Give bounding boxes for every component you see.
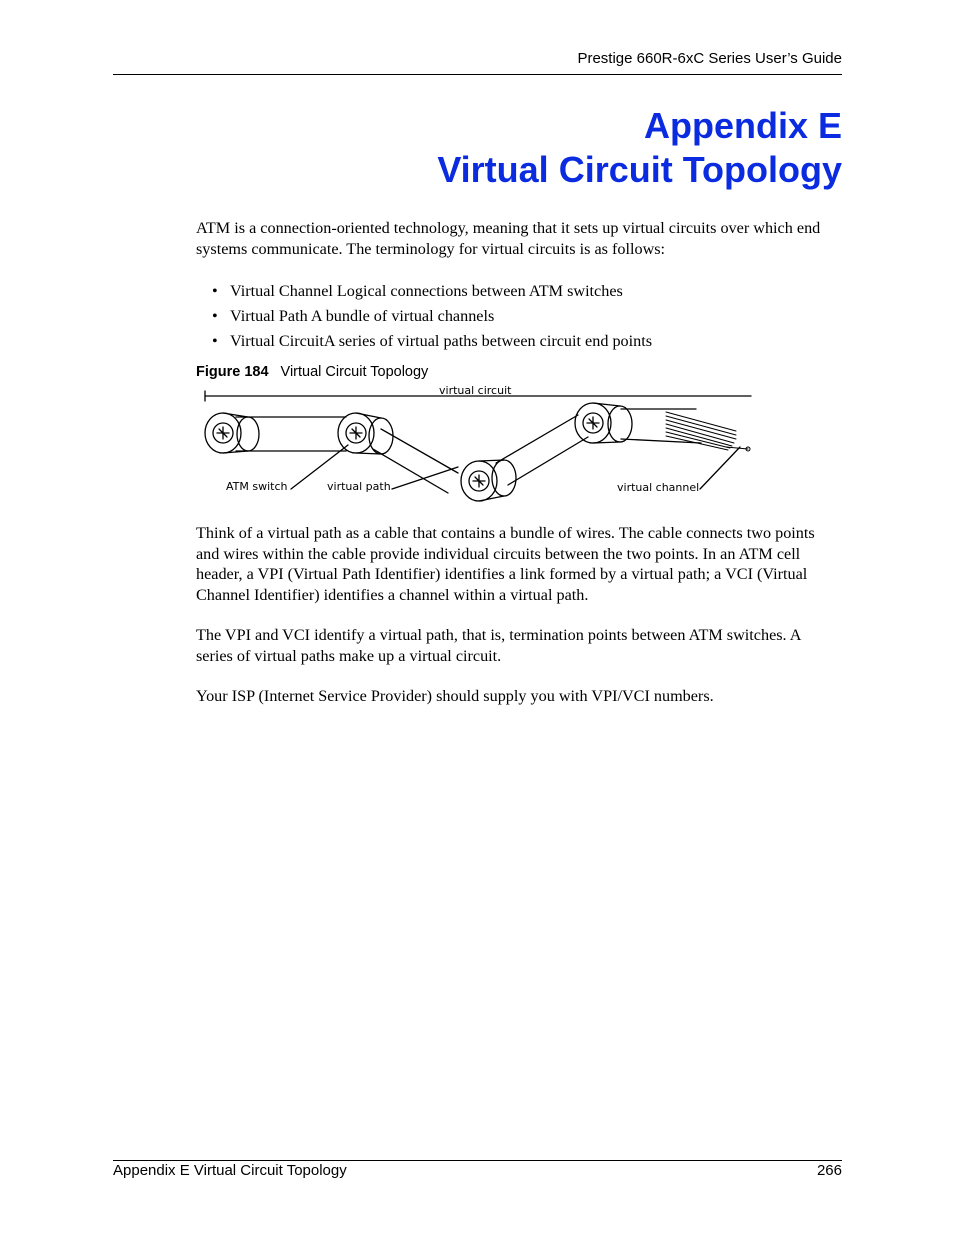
virtual-channel-leader-line xyxy=(700,447,740,489)
atm-switch-2 xyxy=(338,413,393,454)
virtual-circuit-diagram xyxy=(196,381,756,505)
running-header: Prestige 660R-6xC Series User’s Guide xyxy=(577,50,842,67)
figure-number: Figure 184 xyxy=(196,364,269,380)
virtual-path-leader-line xyxy=(392,467,458,489)
appendix-title: Virtual Circuit Topology xyxy=(437,149,842,190)
virtual-circuit-label: virtual circuit xyxy=(439,384,512,397)
isp-paragraph: Your ISP (Internet Service Provider) should supply you with VPI/VCI numbers. xyxy=(196,687,714,705)
list-item xyxy=(212,329,832,354)
appendix-label: Appendix E xyxy=(643,105,842,146)
virtual-path-cable-1 xyxy=(236,417,346,451)
list-item xyxy=(212,304,832,329)
atm-switch-1 xyxy=(205,413,259,453)
list-item-text: Virtual CircuitA series of virtual paths between circuit end points xyxy=(230,332,653,350)
virtual-path-label: virtual path xyxy=(327,480,391,493)
intro-paragraph: ATM is a connection-oriented technology, meaning that it sets up virtual circuits over which end systems communicate. The terminology for virtual circuits is as follows: xyxy=(196,219,821,258)
footer-section-title: Appendix E Virtual Circuit Topology xyxy=(113,1162,347,1179)
bullet-icon: • xyxy=(212,282,218,300)
list-item xyxy=(212,279,832,304)
vpi-vci-paragraph: The VPI and VCI identify a virtual path, that is, termination points between ATM switches. A series of virtual paths make up a virtual circuit. xyxy=(196,626,801,665)
page-title xyxy=(113,104,842,192)
figure-caption-text: Virtual Circuit Topology xyxy=(280,364,429,380)
page-number: 266 xyxy=(816,1162,842,1179)
figure-caption xyxy=(196,364,428,380)
terminology-list xyxy=(212,279,832,354)
atm-switch-3 xyxy=(461,460,516,501)
virtual-channel-label: virtual channel xyxy=(617,481,700,494)
bullet-icon: • xyxy=(212,332,218,350)
list-item-text: Virtual Channel Logical connections between ATM switches xyxy=(230,282,623,300)
list-item-text: Virtual Path A bundle of virtual channels xyxy=(230,307,495,325)
atm-switch-label: ATM switch xyxy=(226,480,288,493)
virtual-path-paragraph: Think of a virtual path as a cable that contains a bundle of wires. The cable connects two points and wires within the cable provide individual circuits between the two points. In an ATM cell header, a VPI (Virtual Path Identifier) identifies a link formed by a virtual path; a VCI (Virtual Channel Identifier) identifies a channel within a virtual path. xyxy=(196,524,815,604)
virtual-path-cable-3 xyxy=(496,415,588,485)
bullet-icon: • xyxy=(212,307,218,325)
footer-rule xyxy=(113,1160,842,1161)
header-rule xyxy=(113,74,842,75)
virtual-channel-wires xyxy=(666,412,750,451)
